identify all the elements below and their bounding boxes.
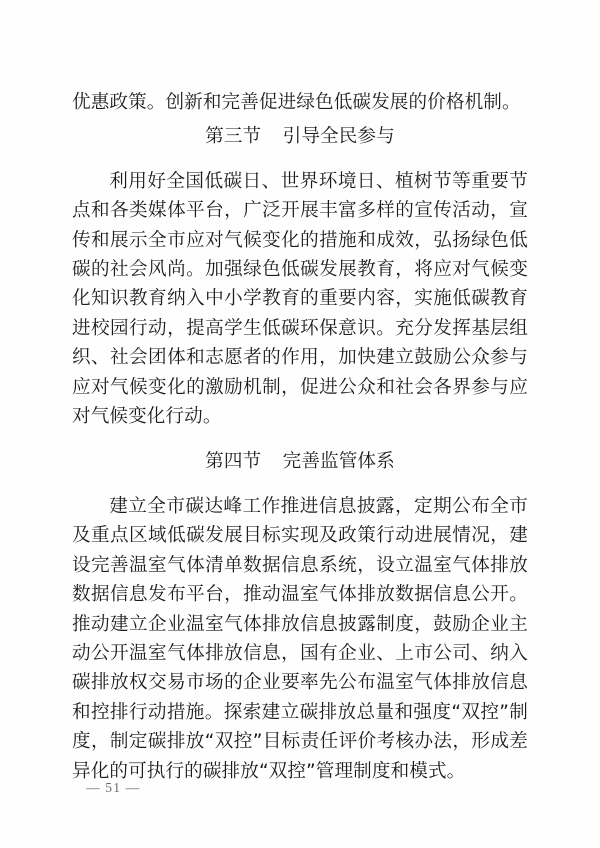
section-four-number: 第四节: [205, 451, 262, 473]
continued-paragraph: 优惠政策。创新和完善促进绿色低碳发展的价格机制。: [72, 92, 521, 113]
page-number: — 51 —: [86, 780, 141, 795]
section-four-body: 建立全市碳达峰工作推进信息披露，定期公布全市及重点区域低碳发展目标实现及政策行动进展情况，建设完善温室气体清单数据信息系统，设立温室气体排放数据信息发布平台，推动温室气体排放数据信息公开。推动建立企业温室气体排放信息披露制度，鼓励企业主动公开温室气体排放信息，国有企业、上市公司、纳入碳排放权交易市场的企业要率先公布温室气体排放信息和控排行动措施。探索建立碳排放总量和强度“双控”制度，制定碳排放“双控”目标责任评价考核办法，形成差异化的可执行的碳排放“双控”管理制度和模式。: [72, 495, 528, 782]
section-three-number: 第三节: [205, 126, 262, 148]
page-footer: [0, 778, 600, 802]
section-heading-four: [72, 447, 528, 476]
page-body: [72, 88, 528, 786]
section-three-title: 引导全民参与: [282, 126, 395, 148]
section-four-title: 完善监管体系: [282, 451, 395, 473]
section-three-body: 利用好全国低碳日、世界环境日、植树节等重要节点和各类媒体平台，广泛开展丰富多样的宣传活动，宣传和展示全市应对气候变化的措施和成效，弘扬绿色低碳的社会风尚。加强绿色低碳发展教育，将应对气候变化知识教育纳入中小学教育的重要内容，实施低碳教育进校园行动，提高学生低碳环保意识。充分发挥基层组织、社会团体和志愿者的作用，加快建立鼓励公众参与应对气候变化的激励机制，促进公众和社会各界参与应对气候变化行动。: [72, 170, 528, 428]
section-heading-three: [72, 122, 528, 151]
